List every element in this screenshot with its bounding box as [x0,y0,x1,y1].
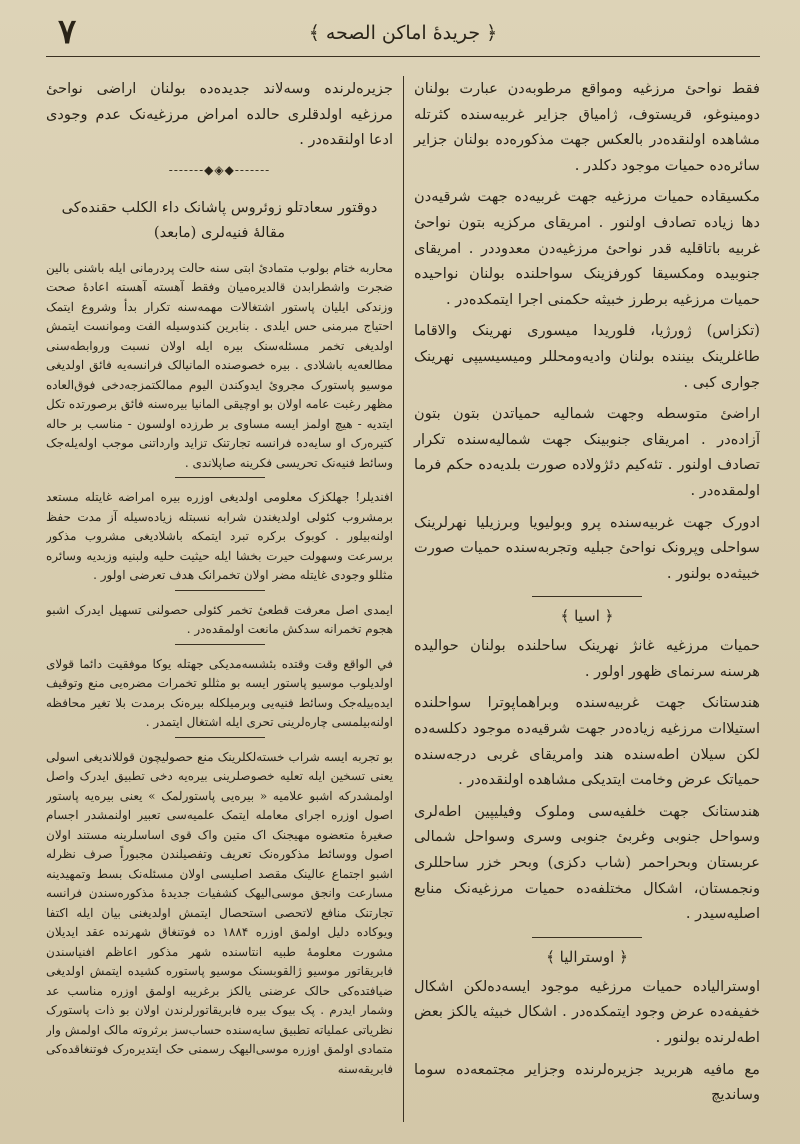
two-column-body [46,76,760,1122]
paragraph: محاربه ختام بولوب متمادیٔ ابتی سنه حالت پردرمانی ایله باشنی بالین ضجرت واشطرابدن قالدیره‌میان وفقط آهسته آهسته اعادهٔ صحت وزندکی ایلیان پاستور اشتغالات مهمه‌سنه تکرار بدأ وشروع ایتمک احتیاج مبرمنی حس ایلدی . بنابرین کندوسیله الفت وموانست ایتمش اولدیغی تخمر مسئله‌سنک بیره ایله اولان نسبت وروابطه‌سنی مطالعه‌یه باشلادی . بیره خصوصنده المانیالک فرانسه‌یه فائق اولدیغی موسیو پاستورک مجرویٔ ایدوکندن الیوم ممالکتمزجه‌دخی فوق‌العاده مظهر رغبت عامه اولان بو اوچیقی المانیا بیره‌سنه فائق برصورتده تکل ایتدیه - هیچ اولمز ایسه مساوی بر طرزده اولسون - مناسب بر حاله کتیره‌رک او سایه‌ده فرانسه تجارتنک تزاید وارداتنی موجب اوله‌یله‌جک وسائط فنیه‌نک تحریسی فکرینه صاپلاندی . [46,260,393,470]
left-column [46,76,403,1122]
section-divider [532,596,642,597]
paragraph: فقط نواحیٔ مرزغیه ومواقع مرطوبه‌دن عبارت بولنان دومینوغو، قریستوف، ژامیاق جزایر غربیه‌سنده کثرتله مشاهده اولنقده‌در بالعکس جهت مذکوره‌ده بولنان جزایر سائره‌ده حمیات موجود دکلدر . [414,80,760,174]
paragraph: بو تجربه ایسه شراب خسته‌لکلرینک منع حصولیچون قوللاندیغی اسولی یعنی تسخین ایله تعلیه خصوصلرینی بیره‌یه دخی تطبیق ایدرک واصل اولمشدرکه اشبو علامیه « بیره‌یی پاستورلمک » یعنی بیره‌یه پاستور اصول اوزره اجرای معامله ایتمک علمیه‌سی تعبیر اولنمشدر اجسام صغیرهٔ متعضوه مهیجنک اک متین واک قوی اساسلرینه مستند اولان اصول ووسائط مذکوره‌نک تعریف وتفصیلندن مجبوراً صرف نظرله اشبو اجتماع عالینک مقصد اصلیسی اولان مسئله‌نک بسط وتمهیدینه مسارعت وانجق موسی‌الیهک کشفیات جدیدهٔ مذکوره‌سندن فرانسه تجارتنک منافع لاتحصی استحصال ایتمش اولدیغنی بیان ایله اکتفا ویوکاده دلیل اولمق اوزره ۱۸۸۴ ده فوتنغاق شهرنده عقد ایدیلان مشورت معلومهٔ طبیه انتاسنده شهر مذکور اعاظم افنیاسندن فابریقاتور موسیو ژالقوبسنک موسیو پاستوره کشیده ایتمش اولدیغی ضیافتده‌کی حالک عرضنی یالکز برغریبه اولمق اوزره مناسب عد وشمار ایدرم . پک بیوک بیره فابریقاتورلرندن اولان بو ذات پاستورک نظریاتی عملیاته تطبیق سایه‌سنده حساب‌سز برثروته مالک اولمش وار متمادی اولمق اوزره موسی‌الیهک رسمنی حک ایتدیره‌رک فوتنغاقده‌کی فابریقه‌سنه [46,749,393,1076]
paragraph-divider [175,737,265,738]
page-header [46,10,760,57]
paragraph: اراضیٔ متوسطه وجهت شمالیه حمیاتدن بتون بتون آزاده‌در . امریقای جنوبینک جهت شمالیه‌سنده تکرار تصادف اولنور . تئه‌کیم دئژولاده صورت بلدیه‌ده حکم فرما اولمقده‌در . [414,405,760,499]
article-subtitle: مقالهٔ فنیه‌لری (مابعد) [153,223,286,241]
paragraph: مع مافیه هربرید جزیره‌لرنده وجزایر مجتمعه‌ده سوما وساندیچ [414,1060,760,1104]
paragraph: ادورک جهت غربیه‌سنده پرو وبولیویا وبرزیلیا نهرلرینک سواحلی وپرونک نواحیٔ جبلیه وتجربه‌سنده حمیات صورت خبیثه‌ده بولنور . [414,513,760,582]
paragraph-divider [175,477,265,478]
section-title-australia: ﴿ اوسترالیا ﴾ [546,947,628,966]
paragraph: (تکزاس) ژورژیا، فلوریدا میسوری نهرینک والاقاما طاغلرینک بیننده بولنان وادیه‌ومحللر ومیسیسیپی نهرینک جواری کبی . [414,322,760,391]
running-title: ﴿ جريدهٔ اماكن الصحه ﴾ [308,22,498,44]
paragraph: جزیره‌لرنده وسه‌لاند جدیده‌ده بولنان اراضی نواحیٔ مرزغیه اولدقلری حالده امراض مرزغیه‌نک عدم وجودی ادعا اولنقده‌در . [46,80,393,149]
paragraph: هندستانک جهت غربیه‌سنده وبراهماپوترا سواحلنده استیلاات مرزغیه زیاده‌در جهت شرقیه‌ده موجود دکلسه‌ده لکن سیلان اطه‌سنده هند وامریقای غربی درجه‌سنده حمیاتک عرض وخامت ایتدیکی مشاهده اولنقده‌در . [414,694,760,789]
section-title-asia: ﴿ اسیا ﴾ [560,607,614,626]
paragraph: حمیات مرزغیه غانژ نهرینک ساحلنده بولنان حوالیده هرسنه سرنمای ظهور اولور . [414,637,760,680]
paragraph: افندیلر! جهلکزک معلومی اولدیغی اوزره بیره امراضه غایتله مستعد برمشروب کئولی اولدیغندن شرابه نسبتله زیاده‌سیله آز مدت حفظ اولنه‌بیلور . کوبوک برکره تبرد ایتمکه باشلادیغی مشروب مذکور برسرعت وسهولت حیرت بخشا ایله حیثیت حلیه ولبنیه وزبدیه وسائره مثللو وجودی غایتله مضر اولان تخمرانک هدف تعرضی اولور . [46,490,393,583]
paragraph-divider [175,644,265,645]
paragraph: هندستانک جهت خلفیه‌سی وملوک وفیلیپین اطه‌لری وسواحل جنوبی وغربیٔ جنوبی وسری وسواحل شمالی عربستان وبحراحمر (شاب دکزی) وبحر خزر ساحللری ونجمستان، اشکال مختلفه‌ده حمیات مرزغیه‌نک منابع اصلیه‌سیدر . [414,802,760,923]
page-number: ٧ [58,12,77,52]
paragraph: ایمدی اصل معرفت قطعیٔ تخمر کئولی حصولنی تسهیل ایدرک اشبو هجوم تخمرانه سدکش مانعت اولمقده‌در . [46,602,393,637]
ornamental-divider: -------◆◈◆------- [168,162,271,177]
right-column [403,76,760,1122]
article-title [46,195,393,245]
paragraph: اوسترالیاده حمیات مرزغیه موجود ایسه‌ده‌لکن اشکال خفیفه‌ده عرض وجود ایتمکده‌در . اشکال خبیثه یالکز بعض اطه‌لرنده بولنور . [414,977,760,1046]
paragraph-divider [175,590,265,591]
article-title-line: دوقتور سعادتلو زوئروس پاشانک داء الکلب حقنده‌کی [61,198,378,216]
paragraph: في الواقع وقت وقتده بئشسه‌مدیکی جهتله یوکا موفقیت دائما قولای اولدیلوب موسیو پاستور ایسه بو مثللو تخمرات مضره‌یی منع وتوقیف ایده‌بیله‌جک وسائط فنیه‌یی وبرمیلکله بیره‌نک برمدت بلا تغیر محافظه اولنه‌بیلمسی چاره‌لرینی تحری ایله اشتغال ایتمدر . [46,656,393,730]
section-divider [532,937,642,938]
paragraph: مکسیقاده حمیات مرزغیه جهت غربیه‌ده جهت شرقیه‌دن دها زیاده تصادف اولنور . امریقای مرکزیه بتون نواحیٔ غربیه باتاقلیه قدر نواحیٔ مرزغیه‌دن معدوددر . امریقای جنوبیده ومکسیقا کورفزینک سواحلنده بولنان نواحیده حمیات مرزغیه برطرز خبیثه حکمنی اجرا ایتمکده‌در . [414,188,760,308]
